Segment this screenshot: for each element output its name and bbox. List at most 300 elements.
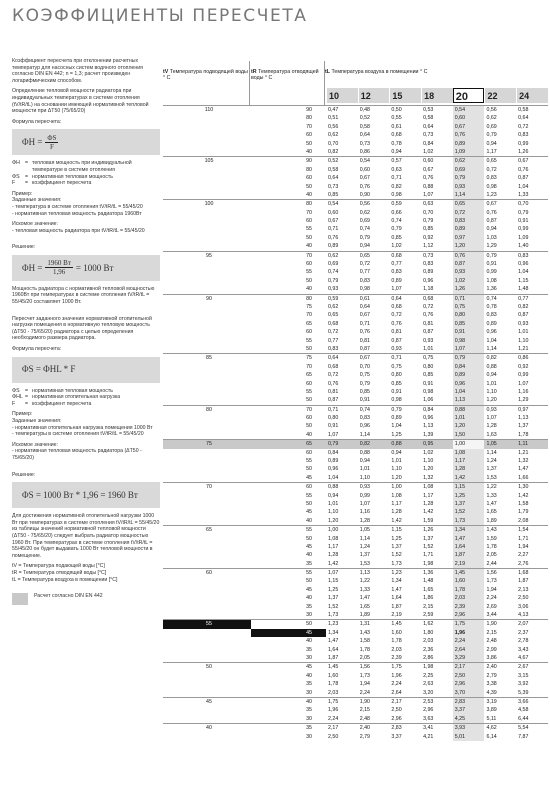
factor-cell: 3,92 <box>518 681 529 688</box>
def-text: нормативная отопительная нагрузка <box>32 394 121 401</box>
header-divider <box>249 61 250 105</box>
factor-cell: 1,14 <box>359 431 370 438</box>
factor-cell: 0,78 <box>486 303 497 310</box>
factor-cell: 0,63 <box>423 201 434 208</box>
header-tl-symbol: tL <box>325 69 330 75</box>
factor-cell: 1,12 <box>423 243 434 250</box>
factor-cell: 0,81 <box>391 329 402 336</box>
def-sym: F <box>12 180 16 187</box>
return-temp-cell: 90 <box>306 158 312 165</box>
factor-cell: 1,54 <box>518 527 529 534</box>
factor-cell: 0,94 <box>359 243 370 250</box>
factor-cell: 1,01 <box>359 466 370 473</box>
factor-cell: 1,07 <box>518 380 529 387</box>
factor-cell: 1,90 <box>359 698 370 705</box>
factor-cell: 0,72 <box>391 312 402 319</box>
factor-cell: 0,65 <box>453 200 485 208</box>
header-tl-label: Температура воздуха в помещении ° С <box>331 69 428 75</box>
factor-cell: 1,06 <box>423 397 434 404</box>
factor-cell: 0,72 <box>518 123 529 130</box>
factor-cell: 1,94 <box>486 586 497 593</box>
table-row <box>163 414 548 422</box>
factor-cell: 0,60 <box>423 158 434 165</box>
supply-temp-cell <box>163 380 251 388</box>
factor-cell: 0,92 <box>423 234 434 241</box>
factor-cell: 3,37 <box>453 706 485 714</box>
factor-cell: 1,04 <box>518 183 529 190</box>
supply-temp-cell <box>163 414 251 422</box>
factor-cell: 2,50 <box>453 672 485 680</box>
return-temp-cell: 45 <box>306 474 312 481</box>
factor-cell: 0,79 <box>391 226 402 233</box>
factor-cell: 2,64 <box>453 646 485 654</box>
factor-cell: 3,93 <box>453 724 485 732</box>
factor-cell: 2,64 <box>391 689 402 696</box>
factor-cell: 1,20 <box>328 517 339 524</box>
return-temp-cell: 35 <box>306 646 312 653</box>
factor-cell: 1,10 <box>486 388 497 395</box>
factor-cell: 0,94 <box>391 148 402 155</box>
factor-cell: 1,20 <box>391 474 402 481</box>
factor-cell: 0,79 <box>328 441 339 448</box>
factor-cell: 1,39 <box>423 431 434 438</box>
formula2-num: 1960 Вт <box>47 259 71 268</box>
factor-cell: 0,99 <box>486 269 497 276</box>
factor-cell: 0,85 <box>423 372 434 379</box>
supply-temp-cell <box>163 457 251 465</box>
table-group <box>163 156 548 199</box>
factor-cell: 1,10 <box>328 509 339 516</box>
factor-cell: 1,25 <box>328 586 339 593</box>
factor-cell: 2,39 <box>391 655 402 661</box>
factor-cell: 0,58 <box>328 166 339 173</box>
factor-cell: 1,96 <box>328 707 339 714</box>
air-temp-columns <box>326 88 548 103</box>
factor-cell: 1,04 <box>328 474 339 481</box>
factor-cell: 0,77 <box>391 261 402 268</box>
table-row <box>163 422 548 430</box>
table-row <box>163 295 548 303</box>
factor-cell: 1,17 <box>453 457 485 465</box>
factor-cell: 1,78 <box>391 638 402 645</box>
factor-cell: 1,23 <box>391 570 402 577</box>
factor-cell: 5,01 <box>453 733 485 741</box>
supply-temp-cell: 45 <box>206 698 212 705</box>
return-temp-cell: 55 <box>306 458 312 465</box>
factor-cell: 1,87 <box>391 603 402 610</box>
factor-cell: 2,17 <box>453 663 485 671</box>
factor-cell: 2,25 <box>423 672 434 679</box>
supply-temp-cell: 90 <box>206 295 212 302</box>
return-temp-cell: 80 <box>306 201 312 208</box>
factor-cell: 0,83 <box>518 132 529 139</box>
factor-cell: 0,67 <box>328 218 339 225</box>
factor-cell: 4,21 <box>423 733 434 740</box>
supply-temp-cell <box>163 465 251 473</box>
factor-cell: 1,73 <box>391 560 402 567</box>
factor-cell: 0,56 <box>359 201 370 208</box>
return-temp-cell: 40 <box>306 698 312 705</box>
supply-temp-cell <box>163 517 251 525</box>
factor-cell: 3,37 <box>391 733 402 740</box>
table-group <box>163 697 548 723</box>
factor-cell: 0,89 <box>328 458 339 465</box>
factor-cell: 0,85 <box>328 191 339 198</box>
factor-cell: 0,76 <box>391 320 402 327</box>
factor-cell: 6,44 <box>518 715 529 722</box>
factor-cell: 0,68 <box>423 295 434 302</box>
supply-temp-cell <box>163 260 251 268</box>
factor-cell: 0,64 <box>328 175 339 182</box>
page-title: КОЭФФИЦИЕНТЫ ПЕРЕСЧЕТА <box>12 6 308 26</box>
factor-cell: 3,70 <box>453 689 485 697</box>
def-text: тепловая мощность при индивидуальной температуре в системе отопления <box>32 160 132 173</box>
return-temp-cell: 40 <box>306 552 312 559</box>
table-group <box>163 405 548 440</box>
factor-cell: 1,56 <box>486 570 497 577</box>
return-temp-cell: 30 <box>306 689 312 696</box>
factor-cell: 0,91 <box>423 380 434 387</box>
factor-cell: 0,93 <box>391 345 402 352</box>
factor-cell: 1,78 <box>486 543 497 550</box>
table-group <box>163 723 548 741</box>
factor-cell: 1,30 <box>518 484 529 491</box>
return-temp-cell: 90 <box>306 107 312 113</box>
factor-cell: 1,02 <box>423 449 434 456</box>
solution2-label: Решение: <box>12 471 36 478</box>
factor-cell: 0,75 <box>359 372 370 379</box>
factor-cell: 1,31 <box>358 620 390 628</box>
table-row <box>163 517 548 525</box>
factor-cell: 1,48 <box>423 578 434 585</box>
table-row <box>163 508 548 516</box>
factor-cell: 1,52 <box>423 543 434 550</box>
factor-cell: 2,19 <box>391 612 402 619</box>
supply-temp-cell: 80 <box>206 406 212 413</box>
factor-cell: 0,83 <box>359 415 370 422</box>
factor-cell: 0,54 <box>359 158 370 165</box>
factor-cell: 1,98 <box>423 560 434 567</box>
factor-cell: 0,76 <box>423 175 434 182</box>
return-temp-cell: 55 <box>306 492 312 499</box>
factor-cell: 1,78 <box>518 431 529 438</box>
factor-cell: 0,88 <box>453 406 485 414</box>
factor-cell: 0,70 <box>328 140 339 147</box>
factor-cell: 0,80 <box>423 363 434 370</box>
return-temp-cell: 75 <box>306 303 312 310</box>
factor-cell: 1,09 <box>453 148 485 156</box>
factor-cell: 1,53 <box>486 474 497 481</box>
factor-cell: 1,33 <box>359 586 370 593</box>
formula2-rhs: = 1000 Вт <box>75 262 114 273</box>
supply-temp-cell <box>163 234 251 242</box>
factor-cell: 1,17 <box>423 492 434 499</box>
factor-cell: 0,67 <box>359 175 370 182</box>
factor-cell: 0,73 <box>359 140 370 147</box>
factor-cell: 0,69 <box>486 123 497 130</box>
supply-temp-cell: 40 <box>206 725 212 732</box>
factor-cell: 0,62 <box>486 115 497 122</box>
factor-cell: 0,91 <box>391 388 402 395</box>
factor-cell: 0,73 <box>328 183 339 190</box>
note-tv: tV = Температура подающей воды [°C] <box>12 563 105 570</box>
factor-cell: 2,03 <box>328 689 339 696</box>
factor-cell: 1,07 <box>486 415 497 422</box>
factor-cell: 0,82 <box>486 355 497 362</box>
factor-cell: 1,03 <box>486 234 497 241</box>
return-temp-cell: 50 <box>306 140 312 147</box>
return-temp-cell: 60 <box>306 380 312 387</box>
factor-cell: 0,54 <box>453 106 485 114</box>
factor-cell: 0,87 <box>486 218 497 225</box>
supply-temp-cell <box>163 492 251 500</box>
factor-cell: 0,97 <box>453 234 485 242</box>
return-temp-cell: 40 <box>306 672 312 679</box>
return-temp-cell: 60 <box>306 329 312 336</box>
factor-cell: 1,36 <box>423 570 434 577</box>
factor-cell: 0,87 <box>453 260 485 268</box>
return-temp-cell: 40 <box>306 286 312 293</box>
formula-box-3 <box>12 357 160 383</box>
table-row <box>163 551 548 559</box>
table-body <box>163 105 548 741</box>
factor-cell: 0,89 <box>453 140 485 148</box>
table-row <box>163 706 548 714</box>
factor-cell: 0,83 <box>328 345 339 352</box>
factor-cell: 0,68 <box>328 320 339 327</box>
factor-cell: 0,79 <box>328 277 339 284</box>
factor-cell: 0,57 <box>391 158 402 165</box>
factor-cell: 0,75 <box>453 303 485 311</box>
table-row <box>163 440 548 448</box>
factor-cell: 1,07 <box>328 431 339 438</box>
factor-cell: 1,64 <box>453 543 485 551</box>
example2-line2: - температуры в системе отопления tV/tR/tL = 55/45/20 <box>12 431 144 438</box>
factor-cell: 1,64 <box>391 595 402 602</box>
factor-cell: 0,64 <box>328 355 339 362</box>
factor-cell: 0,70 <box>518 201 529 208</box>
factor-cell: 1,00 <box>453 440 485 448</box>
factor-cell: 1,22 <box>486 484 497 491</box>
factor-cell: 1,20 <box>453 242 485 250</box>
def-eq: = <box>25 160 29 167</box>
intro-text: Коэффициент пересчета при отклонении расчетных температур для насосных систем водяного отопления согласно DIN EN 442; n = 1,3; расчет произведен логарифмическим способом. <box>12 58 143 84</box>
factor-cell: 1,07 <box>453 345 485 353</box>
table-row <box>163 672 548 680</box>
table-row <box>163 191 548 199</box>
factor-cell: 0,99 <box>518 140 529 147</box>
factor-cell: 2,05 <box>486 552 497 559</box>
factor-cell: 0,58 <box>518 107 529 113</box>
factor-cell: 0,64 <box>518 115 529 122</box>
factor-cell: 2,03 <box>391 646 402 653</box>
factor-cell: 1,66 <box>518 474 529 481</box>
supply-temp-cell <box>163 715 251 723</box>
factor-cell: 1,01 <box>486 380 497 387</box>
factor-cell: 0,83 <box>359 277 370 284</box>
factor-cell: 1,62 <box>421 620 453 628</box>
supply-temp-cell <box>163 311 251 319</box>
factor-cell: 0,93 <box>486 406 497 413</box>
factor-cell: 0,84 <box>453 363 485 371</box>
supply-temp-cell <box>163 242 251 250</box>
factor-cell: 0,62 <box>359 209 370 216</box>
factor-cell: 0,47 <box>328 107 339 113</box>
table-row <box>163 354 548 362</box>
header-tr <box>251 69 321 81</box>
factor-cell: 2,53 <box>423 698 434 705</box>
factor-cell: 0,98 <box>486 183 497 190</box>
supply-temp-cell: 75 <box>206 441 212 448</box>
factor-cell: 0,72 <box>328 372 339 379</box>
supply-temp-cell <box>163 285 251 293</box>
factor-cell: 2,03 <box>423 638 434 645</box>
table-row <box>163 303 548 311</box>
table-row <box>163 242 548 250</box>
return-temp-cell: 80 <box>306 115 312 122</box>
return-temp-cell: 40 <box>306 517 312 524</box>
table-group <box>163 525 548 568</box>
table-row <box>163 492 548 500</box>
part1-heading: Определение тепловой мощности радиатора при индивидуальных температурах в системе отопления (tV/tR/tL) на основании имеющей нормативной тепловой мощности при ΔT50 (75/65/20) <box>12 88 149 115</box>
return-temp-cell: 45 <box>306 664 312 671</box>
factor-cell: 1,25 <box>453 492 485 500</box>
factor-cell: 2,69 <box>486 603 497 610</box>
table-row <box>163 200 548 208</box>
factor-cell: 0,76 <box>453 252 485 260</box>
factor-cell: 0,85 <box>453 320 485 328</box>
factor-cell: 2,19 <box>453 560 485 568</box>
supply-temp-cell <box>163 371 251 379</box>
return-temp-cell: 60 <box>306 415 312 422</box>
factor-cell: 2,24 <box>391 681 402 688</box>
return-temp-cell: 45 <box>251 629 326 637</box>
factor-cell: 0,64 <box>423 123 434 130</box>
factor-cell: 1,45 <box>389 620 421 628</box>
factor-cell: 0,96 <box>453 380 485 388</box>
return-temp-cell: 80 <box>306 295 312 302</box>
table-header <box>163 61 548 105</box>
factor-cell: 1,37 <box>518 423 529 430</box>
factor-cell: 1,24 <box>359 543 370 550</box>
table-row <box>163 698 548 706</box>
factor-cell: 1,59 <box>423 517 434 524</box>
factor-cell: 0,79 <box>359 380 370 387</box>
factor-cell: 1,13 <box>453 396 485 404</box>
factor-cell: 2,83 <box>391 725 402 732</box>
factor-cell: 2,59 <box>423 612 434 619</box>
factor-cell: 4,67 <box>518 655 529 661</box>
factor-cell: 0,61 <box>391 123 402 130</box>
factor-cell: 0,93 <box>453 268 485 276</box>
supply-temp-cell <box>163 594 251 602</box>
factor-cell: 3,06 <box>518 603 529 610</box>
legend-swatch <box>12 593 28 605</box>
supply-temp-cell <box>163 345 251 353</box>
def-eq: = <box>25 400 29 407</box>
definitions-2 <box>12 388 160 408</box>
factor-cell: 0,98 <box>391 191 402 198</box>
supply-temp-cell <box>163 680 251 688</box>
factor-cell: 0,88 <box>423 183 434 190</box>
supply-temp-cell <box>163 543 251 551</box>
factor-cell: 1,22 <box>359 578 370 585</box>
factor-cell: 1,47 <box>518 466 529 473</box>
table-row <box>163 611 548 619</box>
air-temp-header: 15 <box>389 88 421 103</box>
factor-cell: 2,44 <box>486 560 497 567</box>
factor-cell: 0,67 <box>518 158 529 165</box>
factor-cell: 1,58 <box>518 500 529 507</box>
table-row <box>163 431 548 439</box>
factor-cell: 0,89 <box>391 415 402 422</box>
return-temp-cell: 55 <box>306 527 312 534</box>
supply-temp-cell: 50 <box>206 664 212 671</box>
factor-cell: 1,01 <box>453 414 485 422</box>
factor-cell: 0,75 <box>391 363 402 370</box>
factor-cell: 1,96 <box>453 629 485 637</box>
return-temp-cell: 50 <box>306 183 312 190</box>
factor-cell: 1,65 <box>486 509 497 516</box>
factor-cell: 2,36 <box>423 646 434 653</box>
def-text: коэффициент пересчета <box>32 180 92 187</box>
factor-cell: 1,78 <box>453 586 485 594</box>
factor-cell: 0,54 <box>328 201 339 208</box>
factor-cell: 1,52 <box>328 603 339 610</box>
factor-cell: 1,71 <box>518 535 529 542</box>
factor-cell: 0,79 <box>453 174 485 182</box>
factor-cell: 1,98 <box>423 664 434 671</box>
factor-cell: 0,76 <box>359 183 370 190</box>
table-row <box>163 654 548 662</box>
header-divider <box>324 61 325 105</box>
supply-temp-cell <box>163 422 251 430</box>
supply-temp-cell <box>163 396 251 404</box>
factor-cell: 2,17 <box>391 698 402 705</box>
factor-cell: 0,72 <box>423 303 434 310</box>
factor-cell: 0,94 <box>391 449 402 456</box>
factor-cell: 0,71 <box>453 295 485 303</box>
factor-cell: 1,37 <box>391 543 402 550</box>
def-sym: ΦHL <box>12 394 23 401</box>
factor-cell: 0,87 <box>518 312 529 319</box>
factor-cell: 0,52 <box>359 115 370 122</box>
factor-cell: 1,33 <box>518 191 529 198</box>
return-temp-cell: 35 <box>306 707 312 714</box>
factor-cell: 2,27 <box>518 552 529 559</box>
supply-temp-cell <box>163 535 251 543</box>
factor-cell: 4,25 <box>453 715 485 723</box>
factor-cell: 1,25 <box>391 535 402 542</box>
return-temp-cell: 35 <box>306 603 312 610</box>
factor-cell: 3,41 <box>423 725 434 732</box>
factor-cell: 1,14 <box>486 345 497 352</box>
factor-cell: 0,93 <box>359 484 370 491</box>
factor-cell: 0,71 <box>391 175 402 182</box>
explanation-column <box>12 58 160 605</box>
factor-cell: 0,74 <box>359 226 370 233</box>
factor-cell: 0,88 <box>359 449 370 456</box>
factor-cell: 0,65 <box>486 158 497 165</box>
factor-cell: 0,88 <box>391 441 402 448</box>
table-group <box>163 619 548 662</box>
example1-label: Пример: <box>12 190 33 197</box>
header-tv-label: Температура подводящей воды ° С <box>163 69 248 82</box>
factor-cell: 1,14 <box>453 191 485 199</box>
factor-cell: 1,02 <box>423 148 434 155</box>
factor-cell: 0,71 <box>391 355 402 362</box>
factor-cell: 0,94 <box>328 492 339 499</box>
